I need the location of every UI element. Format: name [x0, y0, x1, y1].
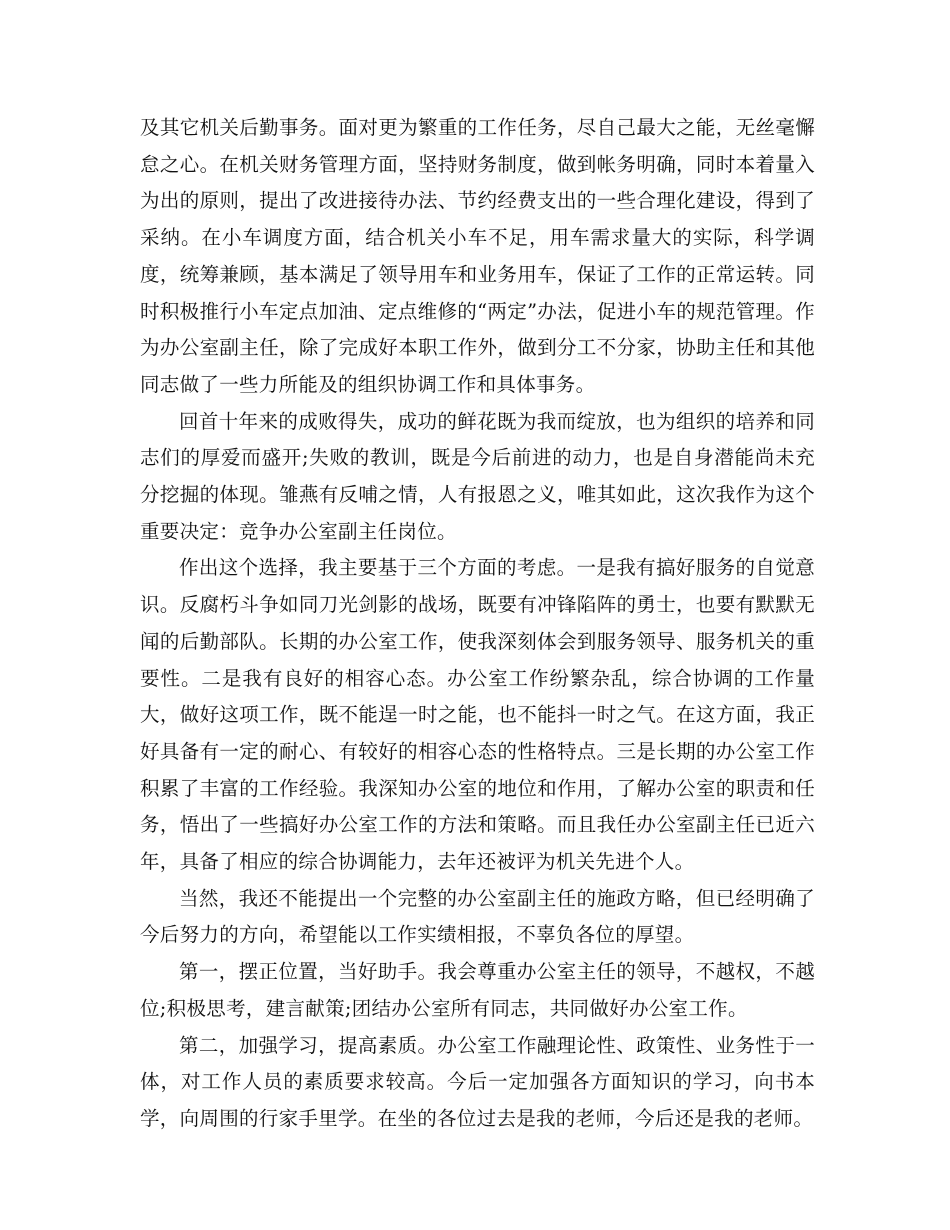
paragraph-6: 第二，加强学习，提高素质。办公室工作融理论性、政策性、业务性于一体，对工作人员的素质要求较高。今后一定加强各方面知识的学习，向书本学，向周围的行家手里学。在坐的各位过去是我的老师，今后还是我的老师。 — [140, 1033, 815, 1130]
paragraph-3: 作出这个选择，我主要基于三个方面的考虑。一是我有搞好服务的自觉意识。反腐朽斗争如同刀光剑影的战场，既要有冲锋陷阵的勇士，也要有默默无闻的后勤部队。长期的办公室工作，使我深刻体会到服务领导、服务机关的重要性。二是我有良好的相容心态。办公室工作纷繁杂乱，综合协调的工作量大，做好这项工作，既不能逞一时之能，也不能抖一时之气。在这方面，我正好具备有一定的耐心、有较好的相容心态的性格特点。三是长期的办公室工作积累了丰富的工作经验。我深知办公室的地位和作用，了解办公室的职责和任务，悟出了一些搞好办公室工作的方法和策略。而且我任办公室副主任已近六年，具备了相应的综合协调能力，去年还被评为机关先进个人。 — [140, 556, 815, 874]
paragraph-4: 当然，我还不能提出一个完整的办公室副主任的施政方略，但已经明确了今后努力的方向，希望能以工作实绩相报，不辜负各位的厚望。 — [140, 886, 815, 947]
paragraph-1: 及其它机关后勤事务。面对更为繁重的工作任务，尽自己最大之能，无丝毫懈怠之心。在机关财务管理方面，坚持财务制度，做到帐务明确，同时本着量入为出的原则，提出了改进接待办法、节约经费支出的一些合理化建设，得到了采纳。在小车调度方面，结合机关小车不足，用车需求量大的实际，科学调度，统筹兼顾，基本满足了领导用车和业务用车，保证了工作的正常运转。同时积极推行小车定点加油、定点维修的“两定”办法，促进小车的规范管理。作为办公室副主任，除了完成好本职工作外，做到分工不分家，协助主任和其他同志做了一些力所能及的组织协调工作和具体事务。 — [140, 116, 815, 396]
document-body — [140, 110, 815, 1138]
paragraph-2: 回首十年来的成败得失，成功的鲜花既为我而绽放，也为组织的培养和同志们的厚爱而盛开;失败的教训，既是今后前进的动力，也是自身潜能尚未充分挖掘的体现。雏燕有反哺之情，人有报恩之义，唯其如此，这次我作为这个重要决定：竞争办公室副主任岗位。 — [140, 409, 815, 543]
paragraph-5: 第一，摆正位置，当好助手。我会尊重办公室主任的领导，不越权，不越位;积极思考，建言献策;团结办公室所有同志，共同做好办公室工作。 — [140, 960, 815, 1020]
